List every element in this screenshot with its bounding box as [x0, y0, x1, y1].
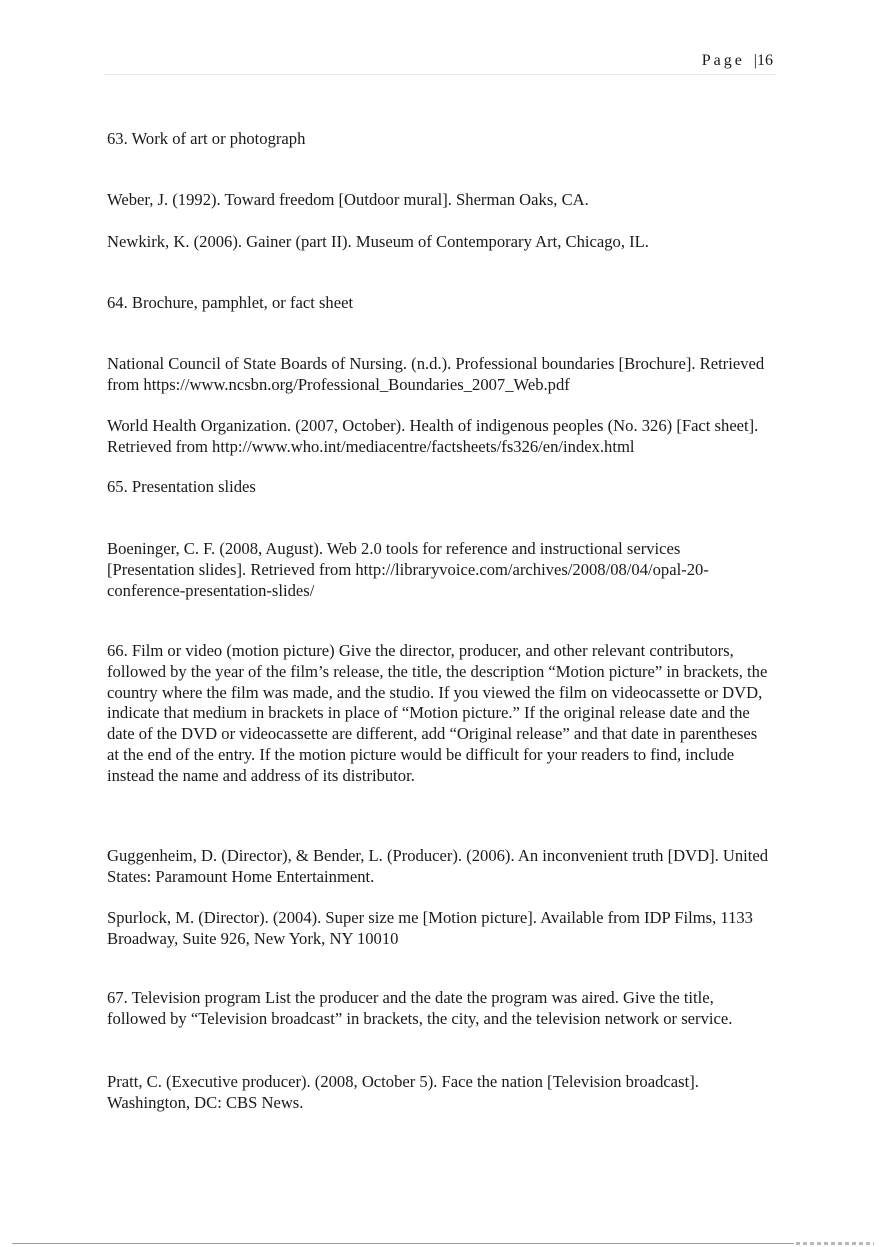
- reference-entry: National Council of State Boards of Nursing. (n.d.). Professional boundaries [Brochure]. Retrieved from https://www.ncsbn.org/Professional_Boundaries_2007_Web.pdf: [107, 354, 765, 394]
- footer-dots: [796, 1242, 874, 1245]
- reference-entry: Pratt, C. (Executive producer). (2008, October 5). Face the nation [Television broadcast]. Washington, DC: CBS News.: [107, 1072, 699, 1112]
- reference-entry: Boeninger, C. F. (2008, August). Web 2.0 tools for reference and instructional services [Presentation slides]. Retrieved from http://libraryvoice.com/archives/2008/08/04/opal-20-conference-presentation-slides/: [107, 539, 709, 600]
- reference-entry: Weber, J. (1992). Toward freedom [Outdoor mural]. Sherman Oaks, CA.: [107, 190, 589, 209]
- page-number: [702, 52, 773, 70]
- section-heading-66: 66. Film or video (motion picture) Give the director, producer, and other relevant contributors, followed by the year of the film’s release, the title, the description “Motion picture” in brackets, the country where the film was made, and the studio. If you viewed the film on videocassette or DVD, indicate that medium in brackets in place of “Motion picture.” If the original release date and the date of the DVD or videocassette are different, add “Original release” and that date in parentheses at the end of the entry. If the motion picture would be difficult for your readers to find, include instead the name and address of its distributor.: [107, 641, 768, 785]
- section-heading-64: 64. Brochure, pamphlet, or fact sheet: [107, 293, 354, 312]
- reference-entry: World Health Organization. (2007, October). Health of indigenous peoples (No. 326) [Fact sheet]. Retrieved from http://www.who.int/mediacentre/factsheets/fs326/en/index.html: [107, 416, 759, 456]
- page-header: [104, 52, 776, 75]
- section-heading-63: 63. Work of art or photograph: [107, 129, 306, 148]
- page-number-value: 16: [757, 52, 773, 69]
- page-separator: |: [753, 52, 757, 69]
- reference-entry: Spurlock, M. (Director). (2004). Super size me [Motion picture]. Available from IDP Films, 1133 Broadway, Suite 926, New York, NY 10010: [107, 908, 753, 948]
- reference-entry: Guggenheim, D. (Director), & Bender, L. (Producer). (2006). An inconvenient truth [DVD]. United States: Paramount Home Entertainment.: [107, 846, 769, 886]
- section-heading-67: 67. Television program List the producer and the date the program was aired. Give the title, followed by “Television broadcast” in brackets, the city, and the television network or service.: [107, 988, 733, 1028]
- page-label: Page: [701, 52, 745, 69]
- section-heading-65: 65. Presentation slides: [107, 477, 256, 496]
- reference-entry: Newkirk, K. (2006). Gainer (part II). Museum of Contemporary Art, Chicago, IL.: [107, 232, 649, 251]
- footer-rule: [12, 1243, 794, 1244]
